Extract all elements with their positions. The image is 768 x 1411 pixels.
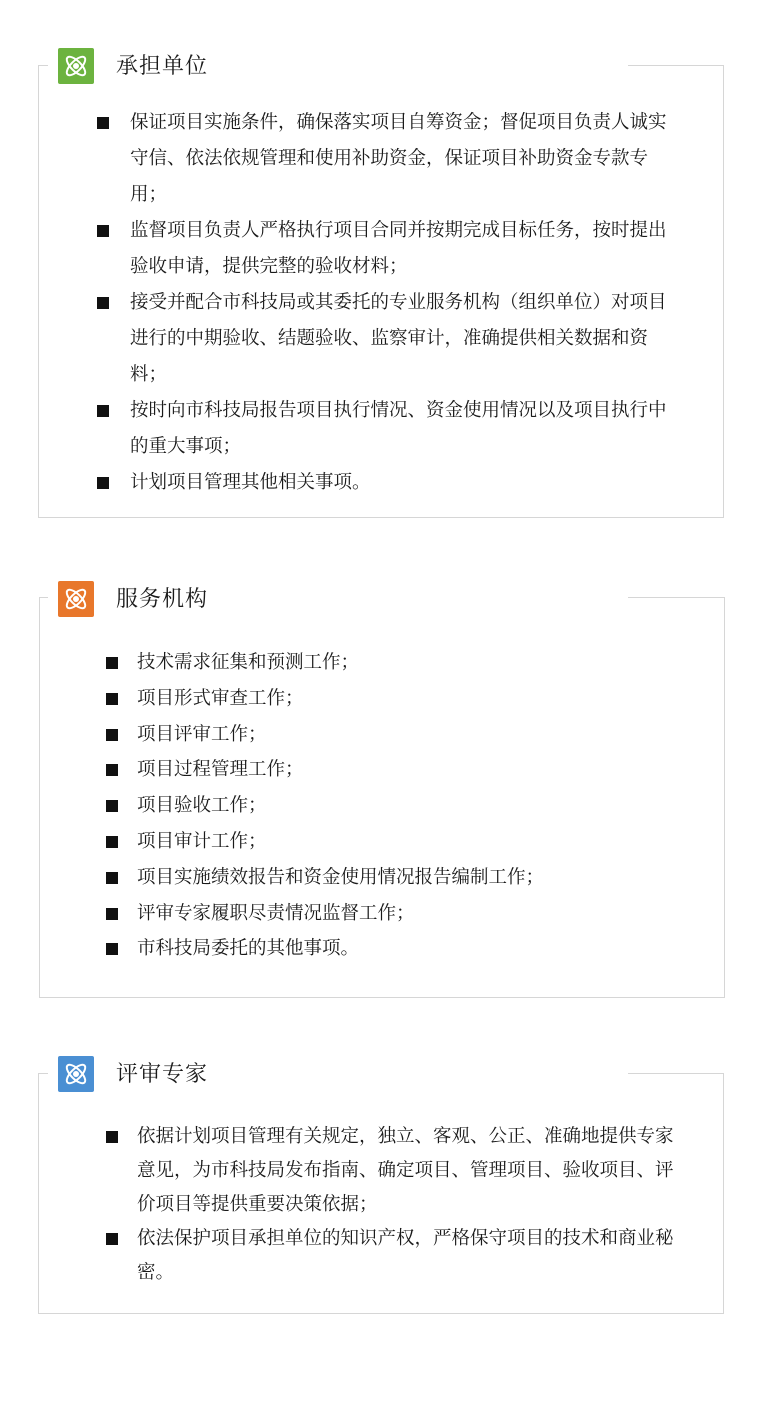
section-heading: 服务机构 <box>116 587 209 612</box>
list-item: 评审专家履职尽责情况监督工作； <box>106 896 696 932</box>
item-list <box>106 1120 686 1290</box>
list-item: 项目形式审查工作； <box>106 681 696 717</box>
square-bullet-icon <box>106 764 118 776</box>
section-heading: 评审专家 <box>116 1062 209 1087</box>
square-bullet-icon <box>97 297 109 309</box>
square-bullet-icon <box>97 405 109 417</box>
item-list <box>106 645 696 967</box>
square-bullet-icon <box>106 1131 118 1143</box>
square-bullet-icon <box>106 1233 118 1245</box>
square-bullet-icon <box>97 117 109 129</box>
section-heading: 承担单位 <box>116 54 209 79</box>
list-item: 项目过程管理工作； <box>106 752 696 788</box>
atom-icon <box>58 1056 94 1092</box>
list-item: 项目实施绩效报告和资金使用情况报告编制工作； <box>106 860 696 896</box>
list-item: 接受并配合市科技局或其委托的专业服务机构（组织单位）对项目进行的中期验收、结题验收、监察审计，准确提供相关数据和资料； <box>97 285 677 393</box>
list-item: 市科技局委托的其他事项。 <box>106 931 696 967</box>
list-item: 项目验收工作； <box>106 788 696 824</box>
list-item: 依法保护项目承担单位的知识产权，严格保守项目的技术和商业秘密。 <box>106 1222 686 1290</box>
list-item: 计划项目管理其他相关事项。 <box>97 465 677 501</box>
square-bullet-icon <box>106 836 118 848</box>
list-item: 项目审计工作； <box>106 824 696 860</box>
list-item: 依据计划项目管理有关规定，独立、客观、公正、准确地提供专家意见，为市科技局发布指南、确定项目、管理项目、验收项目、评价项目等提供重要决策依据； <box>106 1120 686 1222</box>
square-bullet-icon <box>106 693 118 705</box>
square-bullet-icon <box>106 800 118 812</box>
list-item: 按时向市科技局报告项目执行情况、资金使用情况以及项目执行中的重大事项； <box>97 393 677 465</box>
square-bullet-icon <box>106 908 118 920</box>
item-list <box>97 105 677 501</box>
atom-icon <box>58 581 94 617</box>
list-item: 监督项目负责人严格执行项目合同并按期完成目标任务，按时提出验收申请，提供完整的验收材料； <box>97 213 677 285</box>
square-bullet-icon <box>106 729 118 741</box>
square-bullet-icon <box>97 477 109 489</box>
atom-icon <box>58 48 94 84</box>
list-item: 技术需求征集和预测工作； <box>106 645 696 681</box>
square-bullet-icon <box>106 943 118 955</box>
list-item: 项目评审工作； <box>106 717 696 753</box>
square-bullet-icon <box>106 872 118 884</box>
square-bullet-icon <box>97 225 109 237</box>
list-item: 保证项目实施条件，确保落实项目自筹资金；督促项目负责人诚实守信、依法依规管理和使用补助资金，保证项目补助资金专款专用； <box>97 105 677 213</box>
square-bullet-icon <box>106 657 118 669</box>
